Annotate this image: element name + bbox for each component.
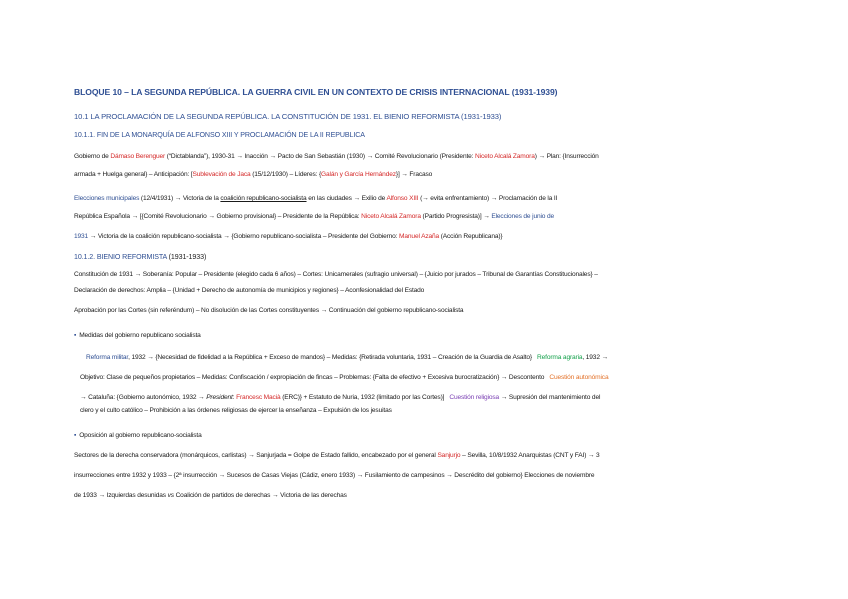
subsection-heading-1: 10.1.1. FIN DE LA MONARQUÍA DE ALFONSO XIII Y PROCLAMACIÓN DE LA II REPUBLICA: [74, 131, 365, 139]
highlighted-event: 1931: [74, 233, 89, 240]
paragraph-line: Gobierno de Dámaso Berenguer (“Dictablanda”), 1930-31 → Inacción → Pacto de San Sebastián (1930) → Comité Revolucionario (Presidente: Niceto Alcalá Zamora) → Plan: {Insurrección: [74, 153, 599, 160]
highlighted-event: Elecciones de junio de: [491, 213, 555, 220]
paragraph-line: → Cataluña: {Gobierno autonómico, 1932 → President: Francesc Macià (ERC)} + Estatuto de Nuria, 1932 (limitado por las Cortes)] Cuestión religiosa → Supresión del mantenimiento del: [80, 394, 601, 401]
paragraph-line: clero y el culto católico – Prohibición a las órdenes religiosas de ejercer la enseñanza – Expulsión de los jesuitas: [80, 407, 392, 414]
highlighted-name: Galán y García Hernández: [321, 171, 396, 178]
paragraph-line: Aprobación por las Cortes (sin referéndum) – No disolución de las Cortes constituyentes → Continuación del gobierno republicano-socialista: [74, 307, 464, 314]
bullet-icon: ▪: [74, 332, 77, 339]
bullet-heading: ▪ Medidas del gobierno republicano socialista: [74, 332, 201, 339]
paragraph-line: de 1933 → Izquierdas desunidas vs Coalición de partidos de derechas → Victoria de las derechas: [74, 492, 347, 499]
highlighted-event: Elecciones municipales: [74, 195, 140, 202]
bullet-heading: ▪ Oposición al gobierno republicano-socialista: [74, 432, 202, 439]
subsection-heading-2: 10.1.2. BIENIO REFORMISTA (1931-1933): [74, 253, 207, 261]
paragraph-line: 1931 → Victoria de la coalición republicano-socialista → {Gobierno republicano-socialista – Presidente del Gobierno: Manuel Azaña (Acción Republicana)}: [74, 233, 503, 240]
highlighted-name: Dámaso Berenguer: [110, 153, 166, 160]
highlighted-name: Francesc Macià: [236, 394, 281, 401]
highlighted-event: Sublevación de Jaca: [192, 171, 251, 178]
bullet-icon: ▪: [74, 432, 77, 439]
paragraph-line: República Española → [{Comité Revolucionario → Gobierno provisional} – Presidente de la República: Niceto Alcalá Zamora (Partido Progresista)] → Elecciones de junio de: [74, 213, 555, 220]
paragraph-line: armada + Huelga general} – Anticipación: [Sublevación de Jaca (15/12/1930) – Líderes: {Galán y García Hernández}] → Fracaso: [74, 171, 433, 178]
section-heading: 10.1 LA PROCLAMACIÓN DE LA SEGUNDA REPÚBLICA. LA CONSTITUCIÓN DE 1931. EL BIENIO REFORMISTA (1931-1933): [74, 112, 502, 121]
highlighted-topic: Reforma militar: [86, 354, 129, 361]
document-title: BLOQUE 10 – LA SEGUNDA REPÚBLICA. LA GUERRA CIVIL EN UN CONTEXTO DE CRISIS INTERNACIONAL (1931-1939): [74, 87, 558, 97]
highlighted-name: Niceto Alcalá Zamora: [475, 153, 535, 160]
paragraph-line: Objetivo: Clase de pequeños propietarios – Medidas: Confiscación / expropiación de fincas – Problemas: {Falta de efectivo + Excesiva burocratización} → Descontento Cuestión autonómica: [80, 374, 609, 381]
highlighted-name: Niceto Alcalá Zamora: [361, 213, 421, 220]
highlighted-topic: Cuestión religiosa: [449, 394, 500, 401]
paragraph-line: Elecciones municipales (12/4/1931) → Victoria de la coalición republicano-socialista en las ciudades → Exilio de Alfonso XIII (→ evita enfrentamiento) → Proclamación de la II: [74, 195, 558, 202]
underlined-term: coalición republicano-socialista: [220, 195, 307, 202]
paragraph-line: Constitución de 1931 → Soberanía: Popular – Presidente (elegido cada 6 años) – Cortes: Unicamerales (sufragio universal) – {Juicio por jurados – Tribunal de Garantías Constitucionales} –: [74, 271, 598, 278]
highlighted-topic: Cuestión autonómica: [549, 374, 609, 381]
paragraph-line: Declaración de derechos: Amplia – {Unidad + Derecho de autonomía de municipios y regiones} – Aconfesionalidad del Estado: [74, 287, 425, 294]
highlighted-name: Sanjurjo: [437, 452, 461, 459]
highlighted-name: Alfonso XIII: [386, 195, 419, 202]
highlighted-topic: Reforma agraria: [537, 354, 583, 361]
paragraph-line: Reforma militar, 1932 → {Necesidad de fidelidad a la República + Exceso de mandos} – Medidas: {Retirada voluntaria, 1931 – Creación de la Guardia de Asalto} Reforma agraria, 1932 →: [86, 354, 608, 361]
highlighted-name: Manuel Azaña: [399, 233, 440, 240]
paragraph-line: insurrecciones entre 1932 y 1933 – {2ª insurrección → Sucesos de Casas Viejas (Cádiz, enero 1933) → Fusilamiento de campesinos → Descrédito del gobierno} Elecciones de noviembre: [74, 472, 595, 479]
paragraph-line: Sectores de la derecha conservadora (monárquicos, carlistas) → Sanjurjada = Golpe de Estado fallido, encabezado por el general Sanjurjo – Sevilla, 10/8/1932 Anarquistas (CNT y FAI) → 3: [74, 452, 600, 459]
